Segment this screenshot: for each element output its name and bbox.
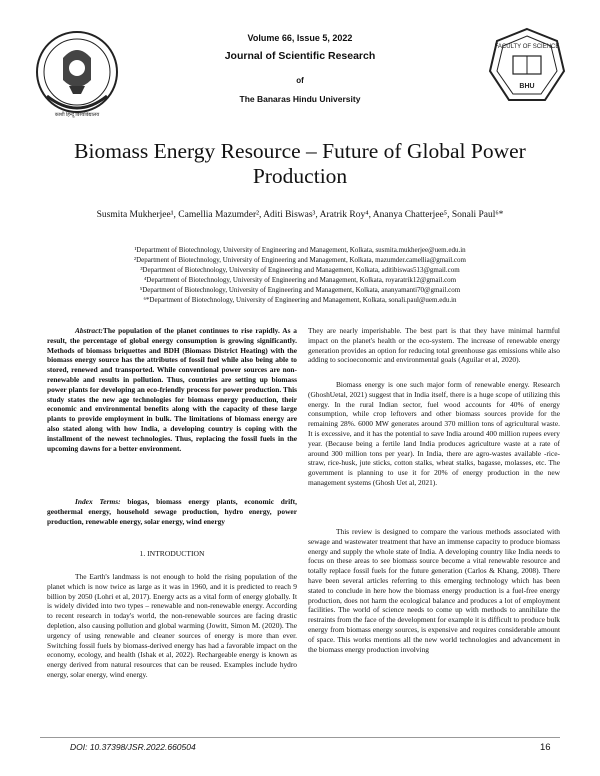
section-heading: 1. INTRODUCTION — [139, 549, 205, 558]
paper-title: Biomass Energy Resource – Future of Global Power Production — [74, 139, 526, 188]
intro-paragraph — [47, 572, 297, 680]
abstract-text: The population of the planet continues to rise rapidly. As a result, the percentage of global energy consumption is growing significantly. Methods of biomass briquettes and BDH (Biomass District Heating) with the biomass energy source has the attributes of fossil fuel while also being able to stored, renewed and transported. While conventional power sources are non-renewable and results in pollution. Thus, countries are setting up biomass power plants for developing an eco-friendly process for power production. This study states the new age technologies for biomass energy production, their economic and environmental benefits along with the capacity of these large plants to provide employment in bulk. The limitations of biomass energy are also stated along with how India, a developing country is coping with the installment of the newest technologies. Thus, replacing the fossil fuels in the upcoming dawns for a better environment. — [47, 326, 297, 453]
affiliation: ⁴Department of Biotechnology, University of Engineering and Management, Kolkata, royaratrik12@gmail.com — [143, 276, 457, 284]
abstract-label: Abstract: — [75, 326, 103, 335]
doi[interactable]: DOI: 10.37398/JSR.2022.660504 — [70, 742, 196, 752]
logo-top-text: FACULTY OF SCIENCE — [494, 44, 560, 50]
paragraph-text: This review is designed to compare the various methods associated with sewage and wastewater treatment that have an immense capacity to produce biomass energy and supply the whole state of India. A developing country like India needs to focus on these areas to see biomass source become a vital renewable resource and totally replace fossil fuels for the future generation (Carlos & Khang, 2008). There have been several articles referring to this emerging technology which has been stated to conclude in here how the biomass energy production is a fuel-free energy production, does not harm the ecological balance and produces a lot of employment facilities. The world of science needs to come up with methods to annihilate the restraints from the face of the development for example it is difficult to produce bulk energy from biomass energy sources, is expensive and requires considerable amount of space. This works mentions all the new world technologies and advancement in the biomass energy production involving — [308, 527, 560, 654]
intro-text: The Earth's landmass is not enough to hold the rising population of the planet which is now twice as large as it was in 1960, and it is predicted to reach 9 billion by 2050 (Lohri et al, 2017). Energy acts as a vital form of energy globally. It is widely divided into two types – renewable and non-renewable energy. According to recent research in today's world, the non-renewable sources are facing drastic depletion, also causing pollution and global warming (Jowitt, Simon M. (2020). The urgency of using renewable and cleaner sources of energy is more than ever. Switching fossil fuels by biomass-derived energy has had a favorable impact on the economy, ecology, and health (Ishak et al, 2022). Rechargeable energy is known as energy derived from natural resources that can be reused. Examples include hydro energy, solar energy, wind energy. — [47, 572, 297, 679]
affiliations — [60, 245, 540, 305]
university-name: The Banaras Hindu University — [239, 94, 361, 104]
volume-issue: Volume 66, Issue 5, 2022 — [247, 33, 353, 43]
affiliation: ⁵Department of Biotechnology, University of Engineering and Management, Kolkata, ananyamanti70@gmail.com — [139, 286, 461, 294]
paragraph-text: Biomass energy is one such major form of renewable energy. Research (GhoshUetal, 2021) suggest that in India itself, there is a huge scope of utilizing this energy. In the rural Indian sector, fuel wood accounts for 40% of energy consumption, while crop leftovers and other biomass sources provide for the remaining 28%. 6000 MW generates around 370 million tons of agricultural waste. It is excessive, and it has the potential to save India around 400 million rupees every year. (Because being a fertile land India produces agriculture waste at a rate of around 300 million tons per year). In India, there are agro-wastes available -rice-straw, rice-husk, jute sticks, cotton stalks, wheat stalks, bagasse, molasses, etc. The government is planning to use it for 20% of energy production in the new management systems (Ghosh Uet al, 2021). — [308, 380, 560, 487]
affiliation: ¹Department of Biotechnology, University of Engineering and Management, Kolkata, susmita.mukherjee@uem.edu.in — [134, 246, 466, 254]
bhu-seal-logo — [33, 28, 121, 118]
body-paragraph — [308, 326, 560, 365]
logo-bottom-text: BHU — [519, 83, 535, 90]
index-terms-label: Index Terms: — [75, 497, 121, 506]
author-list: Susmita Mukherjee¹, Camellia Mazumder², Aditi Biswas³, Aratrik Roy⁴, Ananya Chatterjee⁵, Sonali Paul⁶* — [96, 210, 504, 220]
index-terms-text: biogas, biomass energy plants, economic drift, geothermal energy, household sewage production, hydro energy, power production, renewable energy, solar energy, wind energy — [47, 497, 297, 526]
seal-text: काशी हिन्दू विश्वविद्यालय — [54, 113, 100, 118]
affiliation: ³Department of Biotechnology, University of Engineering and Management, Kolkata, aditibiswas513@gmail.com — [140, 266, 460, 274]
index-terms — [47, 497, 297, 526]
affiliation: ⁶*Department of Biotechnology, University of Engineering and Management, Kolkata, sonali.paul@uem.edu.in — [143, 296, 457, 304]
abstract — [47, 326, 297, 453]
journal-of: of — [296, 76, 304, 85]
page-number: 16 — [540, 742, 551, 753]
body-paragraph — [308, 380, 560, 488]
body-paragraph — [308, 527, 560, 654]
paragraph-text: They are nearly imperishable. The best part is that they have minimal harmful impact on the planet's health or the eco-system. The increase of renewable energy generation provides an option for reducing total greenhouse gas emissions while also adding to socioeconomic and environmental goals (Aguilar et al, 2020). — [308, 326, 560, 365]
journal-name: Journal of Scientific Research — [224, 50, 376, 62]
affiliation: ²Department of Biotechnology, University of Engineering and Management, Kolkata, mazumder.camellia@gmail.com — [134, 256, 466, 264]
footer-divider — [40, 737, 560, 738]
faculty-of-science-logo — [487, 26, 567, 108]
